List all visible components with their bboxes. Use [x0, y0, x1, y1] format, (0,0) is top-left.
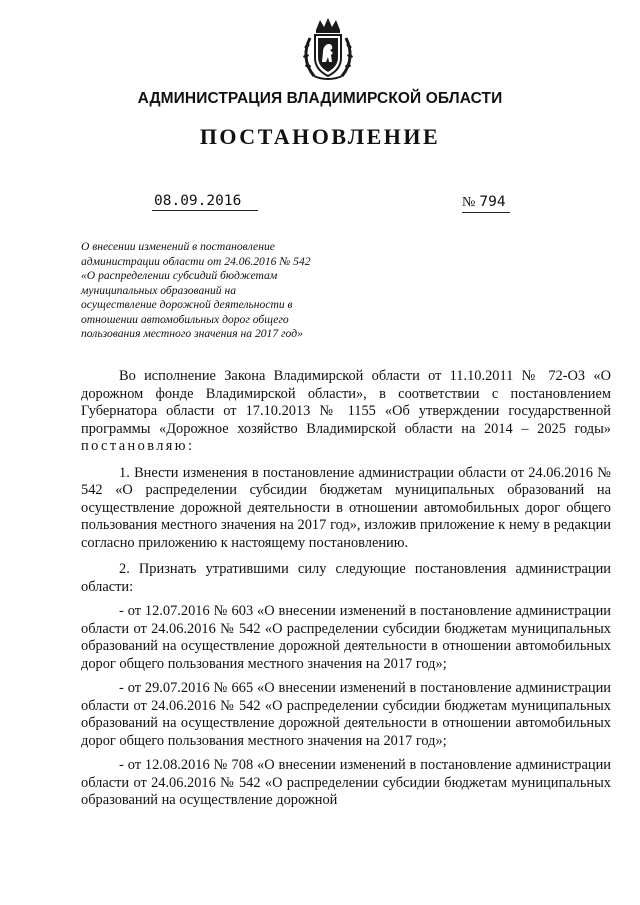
preamble-text: Во исполнение Закона Владимирской области от 11.10.2011 № 72-ОЗ «О дорожном фонде Владимирской области», в соответствии с постановлением Губернатора области от 17.10.2013 № 1155 «Об утверждении государственной программы «Дорожное хозяйство Владимирской области на 2014 – 2025 годы» — [81, 368, 611, 437]
subject-line: О внесении изменений в постановление — [81, 240, 275, 253]
subject-line: муниципальных образований на — [81, 283, 237, 297]
decree-word: постановляю: — [81, 438, 195, 454]
preamble-paragraph — [81, 368, 611, 456]
subject-line: пользования местного значения на 2017 год» — [81, 327, 303, 340]
repealed-decree-item: - от 12.07.2016 № 603 «О внесении изменений в постановление администрации области от 24.06.2016 № 542 «О распределении субсидии бюджетам муниципальных образований на осуществление дорожной деятельности в отношении автомобильных дорог общего пользования местного значения на 2017 год»; — [81, 603, 611, 672]
subject-line: осуществление дорожной деятельности в — [81, 298, 293, 311]
item-2-paragraph: 2. Признать утратившими силу следующие постановления администрации области: — [81, 561, 611, 595]
document-number-field — [462, 193, 510, 213]
subject-line: отношении автомобильных дорог общего — [81, 312, 289, 326]
document-subject — [81, 240, 361, 342]
repealed-decree-item: - от 29.07.2016 № 665 «О внесении изменений в постановление администрации области от 24.06.2016 № 542 «О распределении субсидии бюджетам муниципальных образований на осуществление дорожной деятельности в отношении автомобильных дорог общего пользования местного значения на 2017 год»; — [81, 680, 611, 749]
organization-name: АДМИНИСТРАЦИЯ ВЛАДИМИРСКОЙ ОБЛАСТИ — [137, 90, 503, 107]
item-1-paragraph: 1. Внести изменения в постановление администрации области от 24.06.2016 № 542 «О распределении субсидии бюджетам муниципальных образований на осуществление дорожной деятельности в отношении автомобильных дорог общего пользования местного значения на 2017 год», изложив приложение к нему в редакции согласно приложению к настоящему постановлению. — [81, 464, 611, 551]
repealed-decree-item: - от 12.08.2016 № 708 «О внесении изменений в постановление администрации области от 24.06.2016 № 542 «О распределении субсидии бюджетам муниципальных образований на осуществление дорожной — [81, 757, 611, 808]
document-body — [81, 368, 611, 810]
subject-line: «О распределении субсидий бюджетам — [81, 269, 278, 282]
number-sign: № — [462, 195, 476, 210]
subject-line: администрации области от 24.06.2016 № 542 — [81, 254, 311, 268]
document-number: 794 — [479, 194, 506, 210]
document-type-title: ПОСТАНОВЛЕНИЕ — [199, 124, 441, 149]
coat-of-arms-icon — [300, 16, 356, 82]
document-date: 08.09.2016 — [152, 193, 258, 211]
